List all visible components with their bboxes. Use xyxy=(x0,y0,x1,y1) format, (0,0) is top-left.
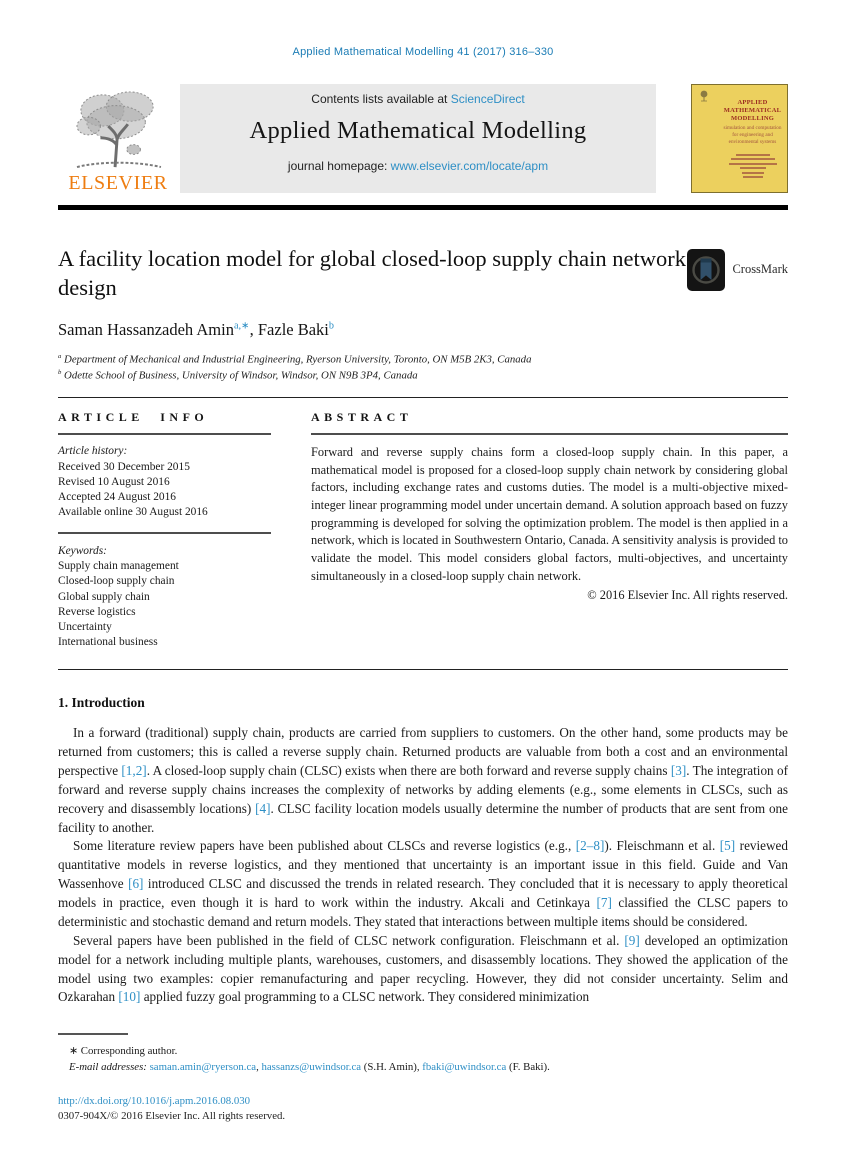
contents-line xyxy=(180,92,656,106)
email-addresses-line xyxy=(58,1059,788,1075)
elsevier-logo xyxy=(58,84,178,193)
article-history-list xyxy=(58,460,271,521)
text-segment: Saman Hassanzadeh Amin xyxy=(58,320,234,340)
paragraph xyxy=(58,724,788,837)
paragraph xyxy=(58,837,788,931)
history-line: Available online 30 August 2016 xyxy=(58,506,208,519)
footnote-rule xyxy=(58,1033,128,1035)
crossmark-icon xyxy=(687,249,725,291)
keyword: Reverse logistics xyxy=(58,605,136,618)
doi-link[interactable]: http://dx.doi.org/10.1016/j.apm.2016.08.030 xyxy=(58,1095,251,1108)
section-bottom-rule xyxy=(58,669,788,671)
inline-link[interactable]: [4] xyxy=(255,800,271,816)
header-divider-rule xyxy=(58,205,788,210)
cover-mini-tree-icon xyxy=(698,90,710,102)
history-line: Accepted 24 August 2016 xyxy=(58,491,176,504)
keyword: Supply chain management xyxy=(58,559,179,572)
text-segment: E-mail addresses: xyxy=(69,1060,150,1073)
issn-copyright-line: 0307-904X/© 2016 Elsevier Inc. All rights reserved. xyxy=(58,1110,286,1123)
history-line: Received 30 December 2015 xyxy=(58,460,190,473)
inline-link[interactable]: a,∗ xyxy=(233,320,250,332)
text-segment: Several papers have been published in the field of CLSC network configuration. Fleischmann et al. xyxy=(73,932,625,948)
abstract-copyright: © 2016 Elsevier Inc. All rights reserved. xyxy=(587,588,788,603)
inline-link[interactable]: [6] xyxy=(128,876,144,892)
inline-link[interactable]: [2–8] xyxy=(575,838,605,854)
elsevier-wordmark: ELSEVIER xyxy=(68,172,168,194)
journal-cover-thumbnail[interactable] xyxy=(691,84,788,193)
text-segment: , Fazle Baki xyxy=(249,320,329,340)
article-history-label: Article history: xyxy=(58,445,128,458)
text-segment: Odette School of Business, University of Windsor, Windsor, ON N9B 3P4, Canada xyxy=(61,369,418,382)
keywords-label: Keywords: xyxy=(58,544,107,557)
inline-link[interactable]: [3] xyxy=(670,762,687,778)
text-segment: . A closed-loop supply chain (CLSC) exists when there are both forward and reverse supply chains xyxy=(146,762,671,778)
footnote-block xyxy=(58,1033,788,1075)
text-segment: (F. Baki). xyxy=(506,1060,550,1073)
elsevier-tree-icon xyxy=(69,89,167,171)
text-segment: classified the CLSC papers to deterministic and stochastic demand and return models. They stated that interactions between multiple items should be considered. xyxy=(58,895,788,929)
keywords-list xyxy=(58,559,271,651)
abstract-heading: ABSTRACT xyxy=(311,410,413,425)
keyword: Global supply chain xyxy=(58,590,150,603)
paragraph xyxy=(58,932,788,1008)
text-segment: a xyxy=(58,353,62,361)
text-segment: (S.H. Amin), xyxy=(361,1060,423,1073)
inline-link[interactable]: saman.amin@ryerson.ca xyxy=(149,1060,257,1073)
inline-link[interactable]: [10] xyxy=(118,989,141,1005)
inline-link[interactable]: [1,2] xyxy=(121,762,147,778)
text-segment: b xyxy=(58,369,62,377)
inline-link[interactable]: ScienceDirect xyxy=(450,92,525,106)
inline-link[interactable]: b xyxy=(328,320,335,332)
abstract-column xyxy=(311,410,788,650)
inline-link[interactable]: [7] xyxy=(596,895,612,910)
affiliation xyxy=(58,368,788,384)
abstract-text: Forward and reverse supply chains form a closed-loop supply chain. In this paper, a mathematical model is proposed for a closed-loop supply chain network by considering global factors, including exchange rates and customs duties. The model is a multi-objective mixed-integer linear programming model under uncertain demand. A solution approach based on fuzzy programming is developed for solving the optimization problem. The model is then applied in a network, which is located in Southwestern Ontario, Canada. A sensitivity analysis is provided to validate the model. This model considers global factors, multi-objectives, and uncertainty simultaneously in a closed-loop supply chain network. xyxy=(311,445,788,583)
text-segment: journal homepage: xyxy=(287,159,391,173)
journal-banner xyxy=(180,84,656,193)
text-segment: ). Fleischmann et al. xyxy=(604,838,720,854)
crossmark-badge[interactable] xyxy=(687,249,788,291)
column-gutter xyxy=(271,410,311,650)
keyword: Uncertainty xyxy=(58,621,112,634)
article-info-rule xyxy=(58,433,271,435)
journal-reference-link[interactable]: Applied Mathematical Modelling 41 (2017) 316–330 xyxy=(292,46,554,58)
corresponding-author-note: ∗ Corresponding author. xyxy=(69,1044,178,1057)
text-segment: Department of Mechanical and Industrial Engineering, Ryerson University, Toronto, ON M5B 2K3, Canada xyxy=(61,353,532,366)
text-segment: introduced CLSC and discussed the trends in related research. They concluded that it is necessary to apply theoretical models in practice, even though it is hard to work within the industry. Akcali and Cetinkaya xyxy=(58,876,788,910)
article-info-column xyxy=(58,410,271,650)
text-segment: Contents lists available at xyxy=(311,92,451,106)
affiliation xyxy=(58,352,788,368)
journal-header-band xyxy=(58,84,788,193)
text-segment: . The integration of forward and reverse supply chains increases the complexity of networks by adding elements (e.g., some elements in CLSCs, such as recovery and disassembly locations) xyxy=(58,762,788,816)
cover-editor-lines-placeholder xyxy=(723,154,782,179)
text-segment: , xyxy=(256,1060,262,1073)
article-title: A facility location model for global closed-loop supply chain network design xyxy=(58,245,686,301)
introduction-heading: 1. Introduction xyxy=(58,695,145,711)
cover-subtitle: simulation and computation for engineering and environmental systems xyxy=(723,125,782,145)
keyword: International business xyxy=(58,636,158,649)
inline-link[interactable]: hassanzs@uwindsor.ca xyxy=(261,1060,362,1073)
homepage-line xyxy=(180,159,656,173)
affiliations xyxy=(58,352,788,383)
inline-link[interactable]: [9] xyxy=(624,932,640,948)
keyword: Closed-loop supply chain xyxy=(58,575,175,588)
text-segment: Some literature review papers have been published about CLSCs and reverse logistics (e.g., xyxy=(73,838,576,854)
crossmark-label: CrossMark xyxy=(732,262,788,276)
history-line: Revised 10 August 2016 xyxy=(58,475,170,488)
cover-title: APPLIED MATHEMATICAL MODELLING xyxy=(723,99,782,122)
section-top-rule xyxy=(58,397,788,399)
abstract-rule xyxy=(311,433,788,435)
journal-title: Applied Mathematical Modelling xyxy=(249,117,587,144)
text-segment: In a forward (traditional) supply chain, products are carried from suppliers to customers. On the other hand, some products may be returned from customers; this is called a reverse supply chain. Returned products are valuable from both a cost and an environmental perspective xyxy=(58,725,788,778)
text-segment: . CLSC facility location models usually determine the number of products that are sent from one facility to another. xyxy=(58,800,789,835)
text-segment: reviewed quantitative models in reverse logistics, and they mentioned that uncertainty is an important issue in this field. Guide and Van Wassenhove xyxy=(58,838,789,892)
author-line xyxy=(58,320,788,340)
text-segment: developed an optimization model for a network including multiple plants, warehouses, customers, and disassembly locations. They showed the application of the model using two examples: copier remanufacturing and paper recycling. However, they did not consider uncertainty. Selim and Ozkarahan xyxy=(58,932,788,1005)
inline-link[interactable]: www.elsevier.com/locate/apm xyxy=(390,159,549,173)
keywords-rule xyxy=(58,532,271,534)
inline-link[interactable]: [5] xyxy=(719,838,736,854)
inline-link[interactable]: fbaki@uwindsor.ca xyxy=(422,1060,507,1073)
text-segment: applied fuzzy goal programming to a CLSC network. They considered minimization xyxy=(140,989,590,1005)
article-info-heading: ARTICLE INFO xyxy=(58,410,209,425)
